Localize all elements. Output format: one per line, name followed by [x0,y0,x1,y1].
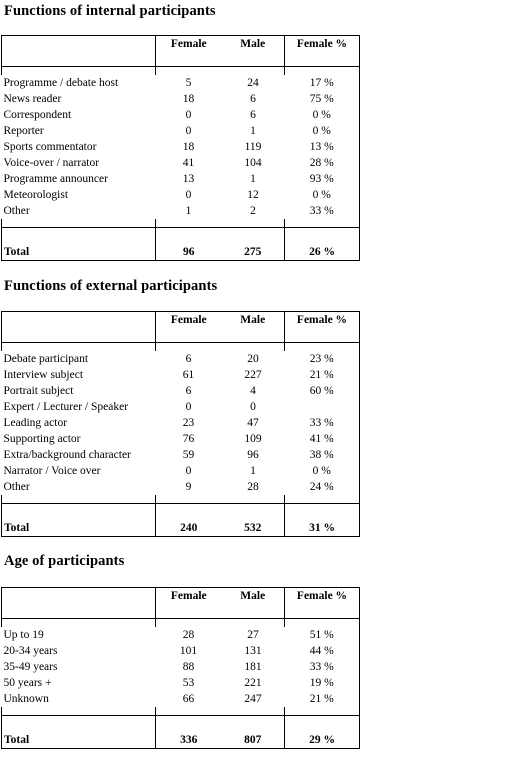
table-row [2,691,360,707]
male-count: 6 [250,109,256,121]
table-row [2,447,360,463]
female-count: 0 [185,465,192,477]
table-row [2,351,360,367]
female-percent: 21 % [285,367,360,383]
female-count: 88 [182,661,195,673]
female-percent: 17 % [285,75,360,91]
row-label: Expert / Lecturer / Speaker [3,401,129,413]
table-row [2,367,360,383]
total-female-percent: 26 % [285,228,360,261]
table-row [2,75,360,91]
header-blank-cell [2,312,156,343]
female-percent: 21 % [285,691,360,707]
row-label: News reader [3,93,62,105]
internal-participants-table [1,35,360,261]
spacer-row [2,219,360,228]
table-row [2,627,360,643]
total-label: Total [2,228,156,261]
male-count: 227 [244,369,262,381]
male-count: 24 [247,77,259,89]
table-row [2,155,360,171]
row-label: Reporter [3,125,44,137]
female-percent: 19 % [285,675,360,691]
female-count: 0 [185,189,192,201]
female-count: 66 [182,693,195,705]
female-percent: 24 % [285,479,360,495]
header-row [2,588,360,619]
female-count: 61 [182,369,195,381]
male-count: 131 [244,645,262,657]
male-count: 1 [250,125,256,137]
table-row [2,659,360,675]
row-label: 35-49 years [3,661,58,673]
female-count: 9 [185,481,192,493]
total-male: 807 [222,716,285,749]
header-female-pct: Female % [285,36,360,67]
total-female: 336 [156,716,222,749]
table-row [2,123,360,139]
female-count: 0 [185,401,192,413]
total-female: 240 [156,504,222,537]
table-row [2,107,360,123]
header-row [2,36,360,67]
female-count: 0 [185,125,192,137]
female-percent: 33 % [285,203,360,219]
row-label: 20-34 years [3,645,58,657]
male-count: 20 [247,353,259,365]
female-count: 0 [185,109,192,121]
spacer-row [2,707,360,716]
table-row [2,431,360,447]
total-row [2,228,360,261]
table-row [2,383,360,399]
row-label: Narrator / Voice over [3,465,101,477]
male-count: 28 [247,481,259,493]
table-row [2,643,360,659]
female-percent: 44 % [285,643,360,659]
male-count: 0 [250,401,256,413]
table-row [2,91,360,107]
female-count: 6 [185,353,192,365]
header-female-pct: Female % [285,312,360,343]
row-label: Sports commentator [3,141,97,153]
spacer-row [2,495,360,504]
male-count: 47 [247,417,259,429]
section-title: Functions of internal participants [4,3,216,19]
female-percent: 60 % [285,383,360,399]
female-percent: 0 % [285,187,360,203]
table-row [2,187,360,203]
table-row [2,203,360,219]
total-female-percent: 31 % [285,504,360,537]
total-female-percent: 29 % [285,716,360,749]
male-count: 1 [250,173,256,185]
female-percent: 28 % [285,155,360,171]
male-count: 247 [244,693,262,705]
female-count: 23 [182,417,195,429]
female-percent: 0 % [285,123,360,139]
header-male: Male [222,36,285,67]
header-male: Male [222,588,285,619]
table-row [2,415,360,431]
female-percent: 33 % [285,659,360,675]
row-label: Meteorologist [3,189,69,201]
header-blank-cell [2,36,156,67]
section-title: Age of participants [4,553,125,569]
female-percent: 51 % [285,627,360,643]
header-male: Male [222,312,285,343]
row-label: Interview subject [3,369,84,381]
male-count: 119 [244,141,262,153]
table-row [2,171,360,187]
female-percent: 75 % [285,91,360,107]
total-label: Total [2,504,156,537]
female-count: 6 [185,385,192,397]
row-label: Unknown [3,693,49,705]
header-female: Female [156,312,222,343]
row-label: Supporting actor [3,433,81,445]
female-percent: 93 % [285,171,360,187]
row-label: Portrait subject [3,385,74,397]
table-row [2,399,360,415]
female-count: 5 [185,77,192,89]
female-count: 1 [185,205,192,217]
male-count: 2 [250,205,256,217]
male-count: 104 [244,157,262,169]
male-count: 181 [244,661,262,673]
female-count: 41 [182,157,195,169]
male-count: 1 [250,465,256,477]
female-percent: 41 % [285,431,360,447]
spacer-row [2,343,360,352]
spacer-row [2,619,360,628]
row-label: Programme announcer [3,173,108,185]
female-percent: 0 % [285,463,360,479]
header-blank-cell [2,588,156,619]
header-female: Female [156,36,222,67]
male-count: 221 [244,677,262,689]
row-label: Up to 19 [3,629,44,641]
total-female: 96 [156,228,222,261]
table-row [2,139,360,155]
total-row [2,504,360,537]
female-count: 76 [182,433,195,445]
age-participants-table [1,587,360,749]
spacer-row [2,67,360,76]
male-count: 109 [244,433,262,445]
female-count: 53 [182,677,195,689]
row-label: 50 years + [3,677,52,689]
female-count: 59 [182,449,195,461]
male-count: 96 [247,449,259,461]
male-count: 12 [247,189,259,201]
female-percent: 0 % [285,107,360,123]
female-percent: 38 % [285,447,360,463]
header-female-pct: Female % [285,588,360,619]
row-label: Programme / debate host [3,77,119,89]
section-title: Functions of external participants [4,278,218,294]
table-row [2,479,360,495]
table-row [2,463,360,479]
total-male: 275 [222,228,285,261]
row-label: Other [3,481,30,493]
female-percent [285,399,360,415]
row-label: Extra/background character [3,449,131,461]
row-label: Debate participant [3,353,89,365]
row-label: Leading actor [3,417,68,429]
total-male: 532 [222,504,285,537]
external-participants-table [1,311,360,537]
female-count: 28 [182,629,195,641]
female-percent: 33 % [285,415,360,431]
female-percent: 13 % [285,139,360,155]
row-label: Other [3,205,30,217]
female-count: 18 [182,141,195,153]
male-count: 6 [250,93,256,105]
female-count: 13 [182,173,195,185]
male-count: 27 [247,629,259,641]
female-percent: 23 % [285,351,360,367]
header-row [2,312,360,343]
female-count: 101 [179,645,198,657]
female-count: 18 [182,93,195,105]
table-row [2,675,360,691]
row-label: Correspondent [3,109,72,121]
total-row [2,716,360,749]
row-label: Voice-over / narrator [3,157,100,169]
male-count: 4 [250,385,256,397]
header-female: Female [156,588,222,619]
total-label: Total [2,716,156,749]
